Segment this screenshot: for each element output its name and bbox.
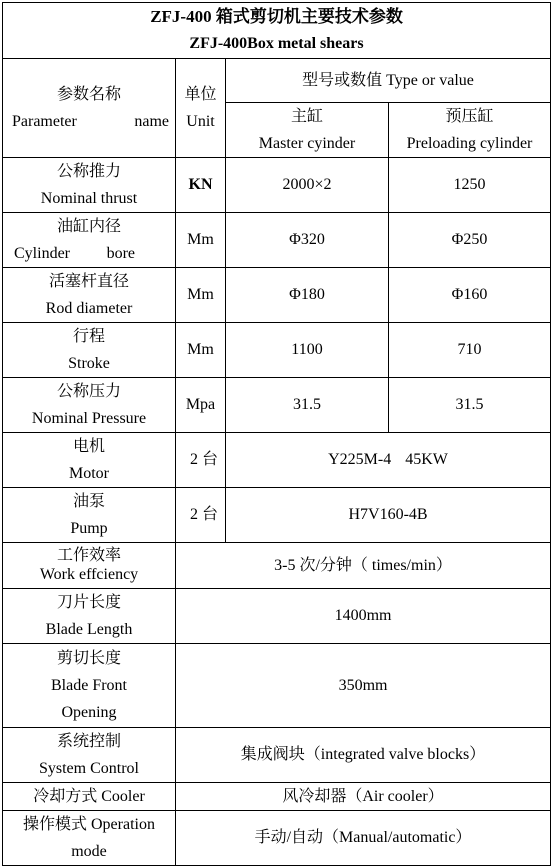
- row-name: [3, 267, 176, 322]
- motor-name-en: Motor: [69, 464, 109, 482]
- row-name: [3, 212, 176, 267]
- row-unit: Mm: [176, 267, 226, 322]
- pump-value: H7V160-4B: [226, 487, 551, 542]
- row-name-cn: 公称推力: [56, 162, 121, 180]
- blade-length-row: [3, 588, 551, 643]
- blade-length-name-cn: 刀片长度: [56, 593, 121, 611]
- row-name-cn: 行程: [72, 327, 105, 345]
- table-row: [3, 377, 551, 432]
- row-name: [3, 377, 176, 432]
- row-name-cn: 公称压力: [56, 382, 121, 400]
- cooling-row: [3, 782, 551, 810]
- row-unit: Mm: [176, 322, 226, 377]
- efficiency-row: [3, 542, 551, 588]
- row-name-en-left: Cylinder: [14, 244, 70, 262]
- row-name-en: Nominal Pressure: [31, 409, 147, 427]
- motor-name-cn: 电机: [72, 437, 105, 455]
- pump-name: [3, 487, 176, 542]
- header-row: [3, 58, 551, 102]
- blade-opening-name: [3, 643, 176, 727]
- motor-row: [3, 432, 551, 487]
- motor-model: Y225M-4: [328, 451, 392, 468]
- header-preload: [389, 102, 551, 157]
- table-row: [3, 157, 551, 212]
- header-parameter: [3, 58, 176, 157]
- operation-value: 手动/自动（Manual/automatic）: [176, 810, 551, 865]
- system-control-name-cn: 系统控制: [56, 732, 121, 750]
- table-row: [3, 267, 551, 322]
- row-name-cn: 油缸内径: [56, 217, 121, 235]
- cooling-name: 冷却方式 Cooler: [3, 782, 176, 810]
- title-row-en: [3, 31, 551, 58]
- motor-name: [3, 432, 176, 487]
- blade-length-value: 1400mm: [176, 588, 551, 643]
- cooling-value: 风冷却器（Air cooler）: [176, 782, 551, 810]
- row-unit: Mpa: [176, 377, 226, 432]
- row-name-en: Rod diameter: [45, 299, 133, 317]
- blade-length-name-en: Blade Length: [45, 620, 133, 638]
- header-parameter-en-right: name: [134, 112, 169, 130]
- operation-row: [3, 810, 551, 865]
- efficiency-name-cn: 工作效率: [56, 547, 121, 564]
- efficiency-name: [3, 542, 176, 588]
- pump-row: [3, 487, 551, 542]
- efficiency-value: 3-5 次/分钟（ times/min）: [176, 542, 551, 588]
- header-master-cn: 主缸: [290, 107, 323, 125]
- pump-unit: 2 台: [176, 487, 226, 542]
- spec-table: [2, 2, 551, 866]
- row-preload-value: Φ250: [389, 212, 551, 267]
- system-control-row: [3, 727, 551, 782]
- header-unit-cn: 单位: [184, 85, 217, 103]
- table-title-en: ZFJ-400Box metal shears: [3, 31, 551, 58]
- operation-name-1: 操作模式 Operation: [23, 815, 155, 833]
- pump-name-cn: 油泵: [72, 492, 105, 510]
- blade-opening-row: [3, 643, 551, 727]
- blade-opening-name-en-1: Blade Front: [51, 676, 127, 694]
- row-name-en: Stroke: [68, 354, 110, 372]
- header-parameter-en-left: Parameter: [12, 112, 77, 130]
- header-master: [226, 102, 389, 157]
- blade-opening-name-cn: 剪切长度: [56, 649, 121, 667]
- blade-opening-value: 350mm: [176, 643, 551, 727]
- row-name: [3, 157, 176, 212]
- header-unit: [176, 58, 226, 157]
- header-type-value: 型号或数值 Type or value: [226, 58, 551, 102]
- header-master-en: Master cyinder: [258, 134, 356, 152]
- header-preload-en: Preloading cylinder: [406, 134, 533, 152]
- row-master-value: Φ180: [226, 267, 389, 322]
- row-master-value: Φ320: [226, 212, 389, 267]
- row-master-value: 2000×2: [226, 157, 389, 212]
- system-control-name: [3, 727, 176, 782]
- header-preload-cn: 预压缸: [445, 107, 494, 125]
- operation-name: [3, 810, 176, 865]
- row-name: [3, 322, 176, 377]
- motor-value: [226, 432, 551, 487]
- header-unit-en: Unit: [186, 112, 215, 130]
- motor-power: 45KW: [405, 451, 448, 468]
- row-preload-value: 1250: [389, 157, 551, 212]
- row-unit: Mm: [176, 212, 226, 267]
- blade-length-name: [3, 588, 176, 643]
- system-control-value: 集成阀块（integrated valve blocks）: [176, 727, 551, 782]
- table-row: [3, 322, 551, 377]
- table-row: [3, 212, 551, 267]
- row-name-en: Nominal thrust: [40, 189, 138, 207]
- motor-unit: 2 台: [176, 432, 226, 487]
- row-preload-value: 710: [389, 322, 551, 377]
- title-row: [3, 3, 551, 32]
- operation-name-2: mode: [71, 842, 107, 860]
- blade-opening-name-en-2: Opening: [61, 703, 117, 721]
- header-parameter-cn: 参数名称: [56, 85, 121, 103]
- pump-name-en: Pump: [70, 519, 108, 537]
- system-control-name-en: System Control: [38, 759, 139, 777]
- row-name-cn: 活塞杆直径: [48, 272, 129, 290]
- row-master-value: 31.5: [226, 377, 389, 432]
- row-unit: KN: [176, 157, 226, 212]
- row-preload-value: Φ160: [389, 267, 551, 322]
- row-name-en-right: bore: [106, 244, 135, 262]
- row-preload-value: 31.5: [389, 377, 551, 432]
- row-master-value: 1100: [226, 322, 389, 377]
- efficiency-name-en: Work effciency: [39, 566, 139, 583]
- table-title-cn: ZFJ-400 箱式剪切机主要技术参数: [3, 3, 551, 32]
